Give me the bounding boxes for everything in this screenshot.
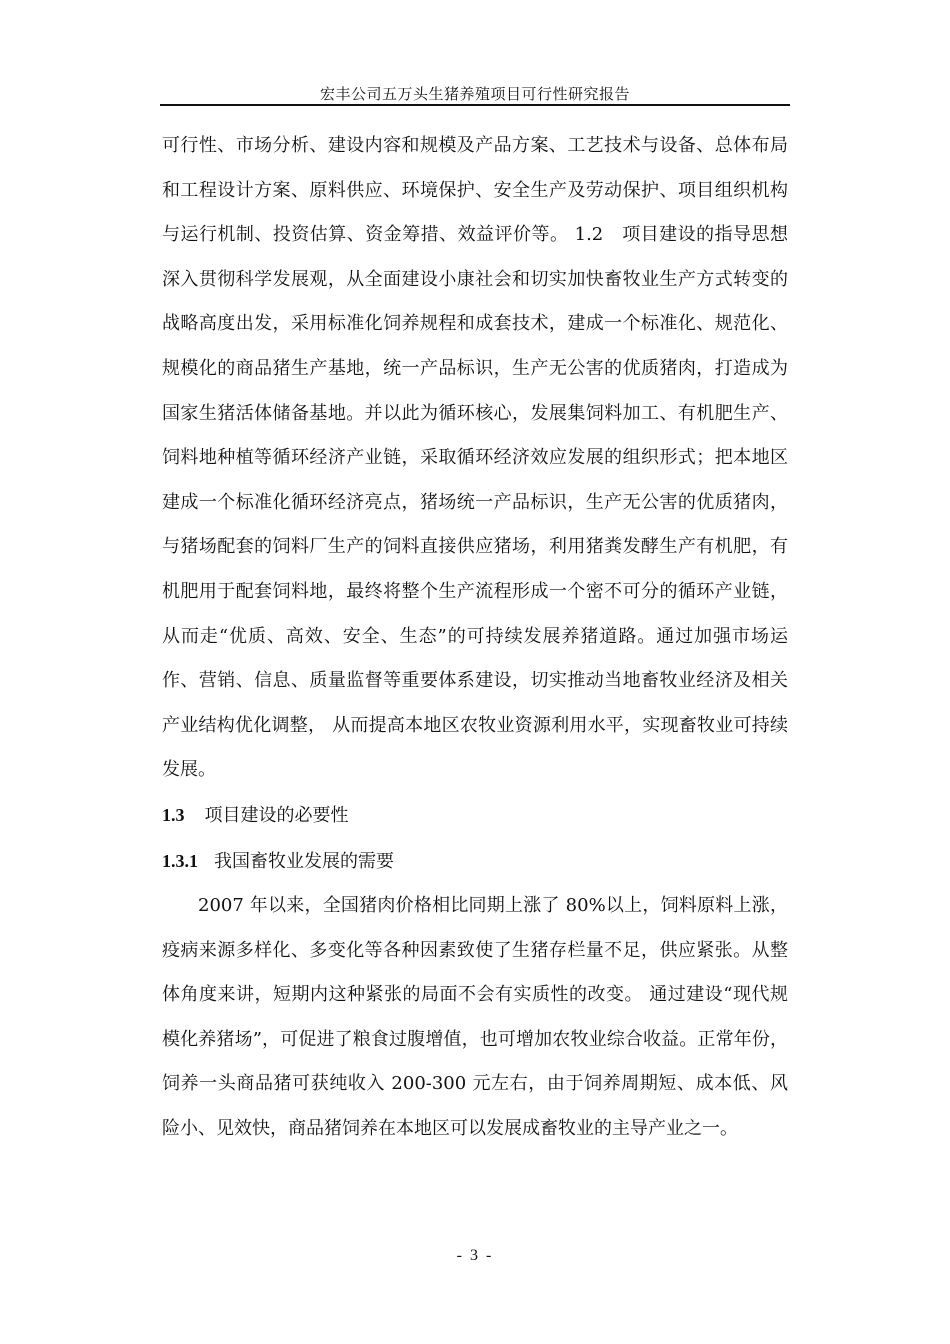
- section-heading-1-3: [162, 793, 788, 839]
- header-rule: [160, 104, 790, 106]
- body-text: [162, 124, 788, 1152]
- section-number: 1.3: [162, 804, 185, 825]
- section-heading-1-3-1: [162, 839, 788, 885]
- section-number: 1.3.1: [162, 850, 198, 871]
- section-title: 项目建设的必要性: [204, 804, 349, 826]
- paragraph-guiding-ideology: 可行性、市场分析、建设内容和规模及产品方案、工艺技术与设备、总体布局和工程设计方案、原料供应、环境保护、安全生产及劳动保护、项目组织机构与运行机制、投资估算、资金筹措、效益评价等。 1.2 项目建设的指导思想 深入贯彻科学发展观，从全面建设小康社会和切实加快畜牧业生产方式转变的战略高度出发，采用标准化饲养规程和成套技术，建成一个标准化、规范化、规模化的商品猪生产基地，统一产品标识，生产无公害的优质猪肉，打造成为国家生猪活体储备基地。并以此为循环核心，发展集饲料加工、有机肥生产、饲料地种植等循环经济产业链，采取循环经济效应发展的组织形式；把本地区建成一个标准化循环经济亮点，猪场统一产品标识，生产无公害的优质猪肉，与猪场配套的饲料厂生产的饲料直接供应猪场，利用猪粪发酵生产有机肥，有机肥用于配套饲料地，最终将整个生产流程形成一个密不可分的循环产业链，从而走“优质、高效、安全、生态”的可持续发展养猪道路。通过加强市场运作、营销、信息、质量监督等重要体系建设，切实推动当地畜牧业经济及相关产业结构优化调整， 从而提高本地区农牧业资源利用水平，实现畜牧业可持续发展。: [162, 135, 788, 781]
- paragraph-livestock-needs: 2007 年以来，全国猪肉价格相比同期上涨了 80%以上，饲料原料上涨，疫病来源多样化、多变化等各种因素致使了生猪存栏量不足，供应紧张。从整体角度来讲，短期内这种紧张的局面不会有实质性的改变。 通过建设“现代规模化养猪场”，可促进了粮食过腹增值，也可增加农牧业综合收益。正常年份，饲养一头商品猪可获纯收入 200-300 元左右，由于饲养周期短、成本低、风险小、见效快，商品猪饲养在本地区可以发展成畜牧业的主导产业之一。: [162, 895, 788, 1140]
- running-header: 宏丰公司五万头生猪养殖项目可行性研究报告: [319, 85, 630, 103]
- section-title: 我国畜牧业发展的需要: [214, 850, 394, 872]
- page-number: - 3 -: [456, 1247, 494, 1264]
